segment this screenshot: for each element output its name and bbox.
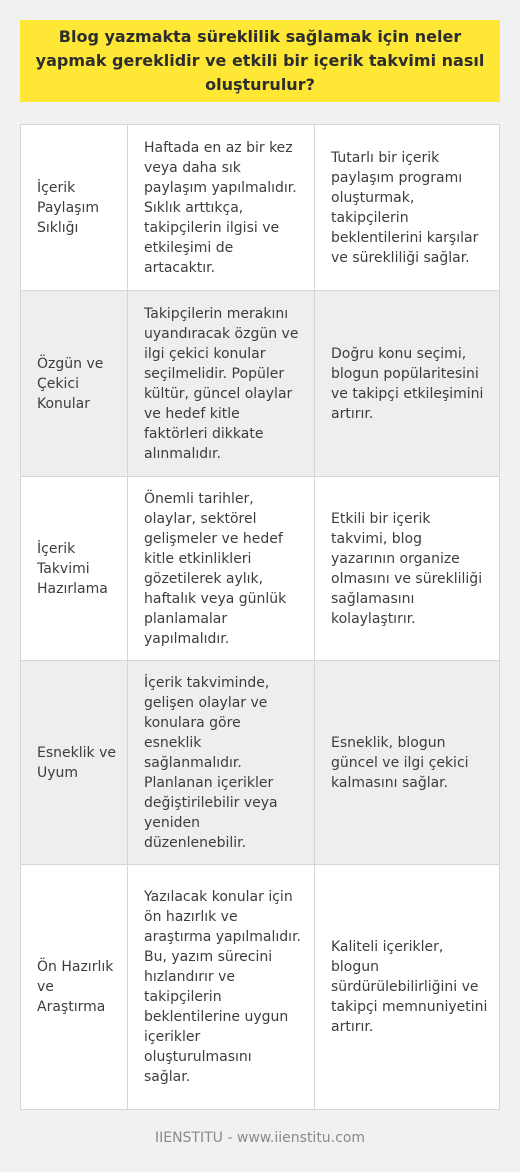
table-row	[21, 865, 499, 1109]
detail-cell: Yazılacak konular için ön hazırlık ve araştırma yapılmalıdır. Bu, yazım sürecini hızlandırır ve takipçilerin beklentilerine uygun içerikler oluşturulmasını sağlar.	[128, 865, 315, 1109]
topic-cell: Özgün ve Çekici Konular	[21, 291, 128, 476]
table-row	[21, 291, 499, 477]
detail-cell: İçerik takviminde, gelişen olaylar ve konulara göre esneklik sağlanmalıdır. Planlanan içerikler değiştirilebilir veya yeniden düzenlenebilir.	[128, 661, 315, 864]
benefit-cell: Kaliteli içerikler, blogun sürdürülebilirliğini ve takipçi memnuniyetini artırır.	[331, 939, 488, 1035]
detail-cell: Haftada en az bir kez veya daha sık paylaşım yapılmalıdır. Sıklık arttıkça, takipçilerin ilgisi ve etkileşimi de artacaktır.	[128, 125, 315, 290]
benefit-cell: Etkili bir içerik takvimi, blog yazarının organize olmasını ve sürekliliği sağlamasını kolaylaştırır.	[331, 510, 483, 627]
detail-cell: Takipçilerin merakını uyandıracak özgün ve ilgi çekici konular seçilmelidir. Popüler kültür, güncel olaylar ve hedef kitle faktörleri dikkate alınmalıdır.	[128, 291, 315, 476]
table-row	[21, 125, 499, 291]
topic-cell: İçerik Paylaşım Sıklığı	[21, 125, 128, 290]
detail-cell: Önemli tarihler, olaylar, sektörel gelişmeler ve hedef kitle etkinlikleri gözetilerek aylık, haftalık veya günlük planlamalar yapılmalıdır.	[128, 477, 315, 660]
benefit-cell: Tutarlı bir içerik paylaşım programı oluşturmak, takipçilerin beklentilerini karşılar ve sürekliliği sağlar.	[331, 149, 479, 266]
benefit-cell: Esneklik, blogun güncel ve ilgi çekici kalmasını sağlar.	[331, 734, 469, 791]
content-table	[20, 124, 500, 1110]
topic-cell: İçerik Takvimi Hazırlama	[21, 477, 128, 660]
topic-cell: Esneklik ve Uyum	[21, 661, 128, 864]
title-banner	[20, 20, 500, 102]
table-row	[21, 477, 499, 661]
page-title: Blog yazmakta süreklilik sağlamak için neler yapmak gereklidir ve etkili bir içerik takvimi nasıl oluşturulur?	[35, 27, 485, 94]
table-row	[21, 661, 499, 865]
benefit-cell: Doğru konu seçimi, blogun popülaritesini ve takipçi etkileşimini artırır.	[331, 345, 484, 422]
topic-cell: Ön Hazırlık ve Araştırma	[21, 865, 128, 1109]
footer-credit: IIENSTITU - www.iienstitu.com	[154, 1130, 366, 1146]
